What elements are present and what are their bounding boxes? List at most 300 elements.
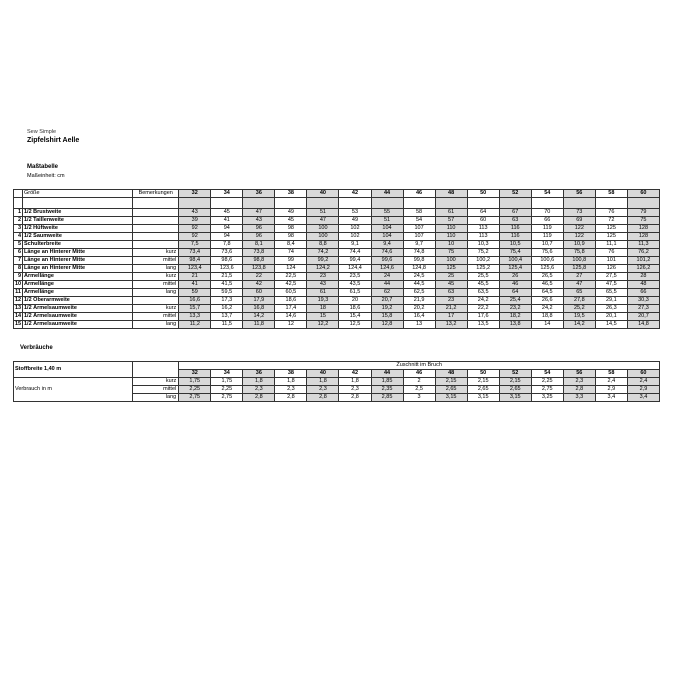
measurement-value: 24,2 <box>467 297 499 305</box>
size-header-cell: 46 <box>403 370 435 378</box>
measurement-value: 101,2 <box>627 257 659 265</box>
measurement-value: 7,5 <box>179 241 211 249</box>
measurement-name: Länge an Hinterer Mitte <box>23 265 133 273</box>
measurement-value: 20,7 <box>371 297 403 305</box>
measurement-name: Ärmellänge <box>23 273 133 281</box>
measurement-value: 100,4 <box>499 257 531 265</box>
measurement-value: 75 <box>435 249 467 257</box>
measurement-value: 11,1 <box>595 241 627 249</box>
measurement-value: 20,2 <box>403 305 435 313</box>
measurement-value: 128 <box>627 225 659 233</box>
measurement-value: 19,5 <box>563 313 595 321</box>
measurement-value: 113 <box>467 225 499 233</box>
measurement-value: 76 <box>595 209 627 217</box>
measurement-value: 19,3 <box>307 297 339 305</box>
measurement-value: 12 <box>275 321 307 329</box>
size-header-cell: 54 <box>531 190 563 198</box>
spacer-cell <box>179 198 211 209</box>
consumption-value: 2,3 <box>563 378 595 386</box>
measurement-value: 22,2 <box>467 305 499 313</box>
document-title: Zipfelshirt Aelle <box>27 137 80 144</box>
measurement-value: 17,3 <box>211 297 243 305</box>
row-number: 8 <box>14 265 23 273</box>
measurement-value: 125,8 <box>563 265 595 273</box>
remark-cell: kurz <box>133 249 179 257</box>
table-row <box>14 257 660 265</box>
consumption-value: 2,85 <box>371 394 403 402</box>
table-row <box>14 265 660 273</box>
measurement-value: 99,4 <box>339 257 371 265</box>
spacer-cell <box>435 198 467 209</box>
measurement-value: 21 <box>179 273 211 281</box>
measurement-value: 14,6 <box>275 313 307 321</box>
measurement-value: 59,5 <box>211 289 243 297</box>
spacer-cell <box>499 198 531 209</box>
measurement-unit: Maßeinheit: cm <box>27 173 65 179</box>
measurement-value: 126 <box>595 265 627 273</box>
measurement-value: 43 <box>243 217 275 225</box>
remark-cell: kurz <box>133 273 179 281</box>
measurement-value: 104 <box>371 233 403 241</box>
length-variant: lang <box>133 394 179 402</box>
spacer-cell <box>211 198 243 209</box>
size-header-cell: 58 <box>595 370 627 378</box>
consumption-value: 2,3 <box>307 386 339 394</box>
measurement-value: 125,6 <box>531 265 563 273</box>
row-number: 3 <box>14 225 23 233</box>
spacer-cell <box>403 198 435 209</box>
length-variant: kurz <box>133 378 179 386</box>
measurement-value: 55 <box>371 209 403 217</box>
measurement-value: 125 <box>595 225 627 233</box>
measurement-value: 66 <box>627 289 659 297</box>
measurement-value: 98,4 <box>179 257 211 265</box>
measurement-value: 125,4 <box>499 265 531 273</box>
measurement-value: 23,2 <box>499 305 531 313</box>
measurement-value: 15,7 <box>179 305 211 313</box>
measurement-value: 15,8 <box>371 313 403 321</box>
consumption-row-label: Verbrauch in m <box>14 378 133 402</box>
measurement-value: 125 <box>595 233 627 241</box>
measurement-value: 45 <box>275 217 307 225</box>
fabric-width-label: Stoffbreite 1,40 m <box>14 362 133 378</box>
consumption-value: 2,25 <box>179 386 211 394</box>
measurement-value: 76 <box>595 249 627 257</box>
measurement-value: 64 <box>467 209 499 217</box>
measurement-value: 51 <box>307 209 339 217</box>
measurement-value: 61 <box>307 289 339 297</box>
fabric-consumption-table <box>13 361 660 402</box>
consumption-value: 3,3 <box>563 394 595 402</box>
remark-cell <box>133 225 179 233</box>
measurement-value: 119 <box>531 225 563 233</box>
measurement-value: 17,4 <box>275 305 307 313</box>
measurement-name: 1/2 Ärmelsaumweite <box>23 305 133 313</box>
measurement-value: 18,6 <box>275 297 307 305</box>
measurement-value: 63 <box>435 289 467 297</box>
size-header-cell: 36 <box>243 190 275 198</box>
remark-cell <box>133 233 179 241</box>
measurement-value: 59 <box>179 289 211 297</box>
measurement-value: 64 <box>499 289 531 297</box>
measurement-value: 75,2 <box>467 249 499 257</box>
consumption-value: 2,65 <box>499 386 531 394</box>
measurement-value: 74,8 <box>403 249 435 257</box>
consumption-value: 2,75 <box>179 394 211 402</box>
measurement-value: 47 <box>307 217 339 225</box>
measurement-value: 20 <box>339 297 371 305</box>
spacer-cell <box>307 198 339 209</box>
table-header-row <box>14 190 660 198</box>
measurement-value: 99,6 <box>371 257 403 265</box>
row-number: 15 <box>15 320 22 327</box>
measurement-value: 73 <box>563 209 595 217</box>
consumption-value: 3 <box>403 394 435 402</box>
measurement-value: 94 <box>211 225 243 233</box>
measurement-value: 123,8 <box>243 265 275 273</box>
size-header-cell: 44 <box>371 370 403 378</box>
consumption-value: 2,15 <box>467 378 499 386</box>
measurement-value: 128 <box>627 233 659 241</box>
consumption-value: 2,3 <box>339 386 371 394</box>
measurement-name: 1/2 Taillenweite <box>23 217 133 225</box>
measurement-value: 18,8 <box>531 313 563 321</box>
measurement-value: 23 <box>307 273 339 281</box>
measurement-value: 26 <box>499 273 531 281</box>
measurement-value: 124 <box>275 265 307 273</box>
measurement-value: 47,5 <box>595 281 627 289</box>
measurement-name: 1/2 Saumweite <box>23 233 133 241</box>
size-header-cell: 50 <box>467 370 499 378</box>
measurement-value: 41,5 <box>211 281 243 289</box>
measurement-value: 60 <box>467 217 499 225</box>
measurement-value: 75,4 <box>499 249 531 257</box>
measurement-value: 65 <box>563 289 595 297</box>
measurement-value: 18,2 <box>499 313 531 321</box>
measurement-value: 25,2 <box>563 305 595 313</box>
measurement-value: 17 <box>435 313 467 321</box>
measurement-value: 61 <box>435 209 467 217</box>
measurement-value: 58 <box>403 209 435 217</box>
measurement-value: 46 <box>499 281 531 289</box>
spacer-cell <box>243 198 275 209</box>
measurement-value: 116 <box>499 233 531 241</box>
measurement-value: 110 <box>435 225 467 233</box>
measurement-value: 12,5 <box>339 321 371 329</box>
row-number: 7 <box>14 257 23 265</box>
measurement-name: Schulterbreite <box>23 241 133 249</box>
measurement-value: 79 <box>627 209 659 217</box>
consumption-value: 2,75 <box>531 386 563 394</box>
measurement-value: 44,5 <box>403 281 435 289</box>
consumption-value: 1,8 <box>275 378 307 386</box>
measurement-value: 14,5 <box>595 321 627 329</box>
measurement-value: 10 <box>435 241 467 249</box>
measurement-value: 9,1 <box>339 241 371 249</box>
measurement-value: 13,5 <box>467 321 499 329</box>
measurement-value: 73,8 <box>243 249 275 257</box>
measurement-value: 45 <box>211 209 243 217</box>
row-number: 13 <box>15 304 22 311</box>
consumption-row <box>14 378 660 386</box>
remark-cell <box>133 297 179 305</box>
consumption-value: 2,3 <box>243 386 275 394</box>
row-number: 10 <box>15 280 22 287</box>
measurement-value: 122 <box>563 233 595 241</box>
size-header-cell: 38 <box>275 190 307 198</box>
measurement-value: 101 <box>595 257 627 265</box>
measurement-value: 41 <box>211 217 243 225</box>
measurement-value: 66 <box>531 217 563 225</box>
measurement-value: 99 <box>275 257 307 265</box>
size-header-cell: 48 <box>435 190 467 198</box>
measurement-name: Ärmellänge <box>23 289 133 297</box>
measurement-value: 16,2 <box>211 305 243 313</box>
measurement-value: 124,4 <box>339 265 371 273</box>
measurement-value: 42 <box>243 281 275 289</box>
measurement-value: 23,5 <box>339 273 371 281</box>
consumption-value: 1,8 <box>339 378 371 386</box>
row-number: 5 <box>14 241 23 249</box>
measurement-value: 45,5 <box>467 281 499 289</box>
row-number: 6 <box>14 249 23 257</box>
measurement-value: 126,2 <box>627 265 659 273</box>
measurement-value: 43,5 <box>339 281 371 289</box>
measurement-value: 7,8 <box>211 241 243 249</box>
size-header-cell: 42 <box>339 190 371 198</box>
measurement-value: 74,4 <box>339 249 371 257</box>
measurement-value: 113 <box>467 233 499 241</box>
measurement-value: 124,8 <box>403 265 435 273</box>
measurement-value: 51 <box>371 217 403 225</box>
remarks-column-header: Bemerkungen <box>133 190 179 198</box>
measurement-value: 72 <box>595 217 627 225</box>
measurement-name: 1/2 Hüftweite <box>23 225 133 233</box>
measurement-value: 17,6 <box>467 313 499 321</box>
measurement-value: 16,8 <box>243 305 275 313</box>
size-header-cell: 56 <box>563 370 595 378</box>
measurement-value: 27 <box>563 273 595 281</box>
measurement-value: 125 <box>435 265 467 273</box>
spacer-cell <box>23 198 133 209</box>
measurement-value: 41 <box>179 281 211 289</box>
measurement-name: 1/2 Brustweite <box>23 209 133 217</box>
measurement-value: 107 <box>403 225 435 233</box>
measurement-value: 26,6 <box>531 297 563 305</box>
measurement-value: 18,6 <box>339 305 371 313</box>
size-header-cell: 42 <box>339 370 371 378</box>
consumption-value: 1,75 <box>211 378 243 386</box>
table-row <box>14 233 660 241</box>
measurement-value: 74,2 <box>307 249 339 257</box>
measurement-value: 21,5 <box>211 273 243 281</box>
measurement-value: 119 <box>531 233 563 241</box>
measurement-value: 15,4 <box>339 313 371 321</box>
measurement-value: 47 <box>563 281 595 289</box>
measurement-value: 13 <box>403 321 435 329</box>
measurement-table-title: Maßtabelle <box>27 164 59 170</box>
measurement-value: 98 <box>275 233 307 241</box>
measurement-value: 44 <box>371 281 403 289</box>
consumption-top-row <box>14 362 660 370</box>
table-row <box>14 305 660 313</box>
measurement-value: 73,6 <box>211 249 243 257</box>
measurement-value: 92 <box>179 233 211 241</box>
measurement-name: 1/2 Ärmelsaumweite <box>23 321 133 329</box>
measurement-value: 63,5 <box>467 289 499 297</box>
measurement-value: 92 <box>179 225 211 233</box>
measurement-value: 69 <box>563 217 595 225</box>
consumption-value: 2,3 <box>275 386 307 394</box>
table-row <box>14 321 660 329</box>
size-header-cell: 46 <box>403 190 435 198</box>
consumption-value: 3,15 <box>467 394 499 402</box>
table-row <box>14 281 660 289</box>
consumption-value: 2,25 <box>211 386 243 394</box>
measurement-name: Länge an Hinterer Mitte <box>23 249 133 257</box>
measurement-value: 12,2 <box>307 321 339 329</box>
measurement-value: 75 <box>627 217 659 225</box>
table-row <box>14 241 660 249</box>
size-header-cell: 60 <box>627 190 659 198</box>
remark-cell: mittel <box>133 281 179 289</box>
table-row <box>14 273 660 281</box>
spacer-cell <box>467 198 499 209</box>
consumption-value: 1,75 <box>179 378 211 386</box>
size-header-cell: 34 <box>211 190 243 198</box>
table-row <box>14 249 660 257</box>
table-row <box>14 297 660 305</box>
measurement-value: 75,8 <box>563 249 595 257</box>
measurement-value: 100 <box>307 225 339 233</box>
size-header-cell: 56 <box>563 190 595 198</box>
measurement-value: 10,9 <box>563 241 595 249</box>
size-header-cell: 32 <box>179 370 211 378</box>
remark-cell: mittel <box>133 313 179 321</box>
measurement-value: 10,3 <box>467 241 499 249</box>
row-number: 1 <box>14 209 23 217</box>
measurement-value: 100,8 <box>563 257 595 265</box>
measurement-value: 27,5 <box>595 273 627 281</box>
measurement-value: 65,5 <box>595 289 627 297</box>
measurement-value: 11,8 <box>243 321 275 329</box>
consumption-value: 2,25 <box>531 378 563 386</box>
spacer-cell <box>339 198 371 209</box>
size-header-cell: 52 <box>499 370 531 378</box>
measurement-value: 54 <box>403 217 435 225</box>
spacer-cell <box>627 198 659 209</box>
measurement-name: 1/2 Ärmelsaumweite <box>23 313 133 321</box>
row-number: 4 <box>14 233 23 241</box>
consumption-value: 2,9 <box>595 386 627 394</box>
consumption-value: 3,25 <box>531 394 563 402</box>
consumption-value: 2,8 <box>563 386 595 394</box>
size-header-cell: 40 <box>307 370 339 378</box>
measurement-value: 96 <box>243 233 275 241</box>
measurement-value: 62,5 <box>403 289 435 297</box>
size-column-header: Größe <box>23 190 133 198</box>
size-header-cell: 54 <box>531 370 563 378</box>
measurement-value: 94 <box>211 233 243 241</box>
remark-cell: kurz <box>133 305 179 313</box>
measurement-value: 15 <box>307 313 339 321</box>
measurement-value: 49 <box>339 217 371 225</box>
measurement-value: 20,1 <box>595 313 627 321</box>
measurement-value: 98 <box>275 225 307 233</box>
measurement-value: 14,2 <box>243 313 275 321</box>
measurement-value: 14 <box>531 321 563 329</box>
measurement-name: Ärmellänge <box>23 281 133 289</box>
measurement-value: 62 <box>371 289 403 297</box>
measurement-value: 27,3 <box>627 305 659 313</box>
measurement-value: 100 <box>435 257 467 265</box>
measurement-table <box>13 189 660 329</box>
measurement-value: 125,2 <box>467 265 499 273</box>
cut-note-cell: Zuschnitt im Bruch <box>179 362 660 370</box>
measurement-value: 11,3 <box>627 241 659 249</box>
size-header-cell: 36 <box>243 370 275 378</box>
measurement-value: 24,2 <box>531 305 563 313</box>
measurement-value: 18 <box>307 305 339 313</box>
size-header-cell: 50 <box>467 190 499 198</box>
consumption-value: 3,15 <box>499 394 531 402</box>
measurement-value: 17,9 <box>243 297 275 305</box>
consumption-value: 2,15 <box>499 378 531 386</box>
measurement-value: 12,8 <box>371 321 403 329</box>
spacer-cell <box>595 198 627 209</box>
remark-cell: lang <box>133 265 179 273</box>
measurement-name: 1/2 Oberarmweite <box>23 297 133 305</box>
size-header-cell: 58 <box>595 190 627 198</box>
measurement-value: 10,5 <box>499 241 531 249</box>
measurement-value: 13,3 <box>179 313 211 321</box>
table-row <box>14 217 660 225</box>
measurement-value: 104 <box>371 225 403 233</box>
size-header-cell: 48 <box>435 370 467 378</box>
measurement-value: 48 <box>627 281 659 289</box>
consumption-value: 1,85 <box>371 378 403 386</box>
measurement-value: 20,7 <box>627 313 659 321</box>
table-row <box>14 209 660 217</box>
consumption-value: 2,8 <box>275 394 307 402</box>
size-header-cell: 44 <box>371 190 403 198</box>
consumption-value: 1,8 <box>243 378 275 386</box>
measurement-name: Länge an Hinterer Mitte <box>23 257 133 265</box>
measurement-value: 29,1 <box>595 297 627 305</box>
measurement-value: 49 <box>275 209 307 217</box>
spacer-cell <box>531 198 563 209</box>
measurement-value: 25,5 <box>467 273 499 281</box>
measurement-value: 73,4 <box>179 249 211 257</box>
measurement-value: 10,7 <box>531 241 563 249</box>
measurement-value: 9,7 <box>403 241 435 249</box>
spacer-cell <box>563 198 595 209</box>
measurement-value: 61,5 <box>339 289 371 297</box>
table-row <box>14 313 660 321</box>
measurement-value: 60 <box>243 289 275 297</box>
measurement-value: 110 <box>435 233 467 241</box>
measurement-value: 11,2 <box>179 321 211 329</box>
measurement-value: 43 <box>179 209 211 217</box>
measurement-value: 67 <box>499 209 531 217</box>
consumption-value: 2,4 <box>627 378 659 386</box>
measurement-value: 76,2 <box>627 249 659 257</box>
measurement-value: 74 <box>275 249 307 257</box>
measurement-value: 19,2 <box>371 305 403 313</box>
measurement-value: 99,8 <box>403 257 435 265</box>
measurement-value: 99,2 <box>307 257 339 265</box>
measurement-value: 16,4 <box>403 313 435 321</box>
